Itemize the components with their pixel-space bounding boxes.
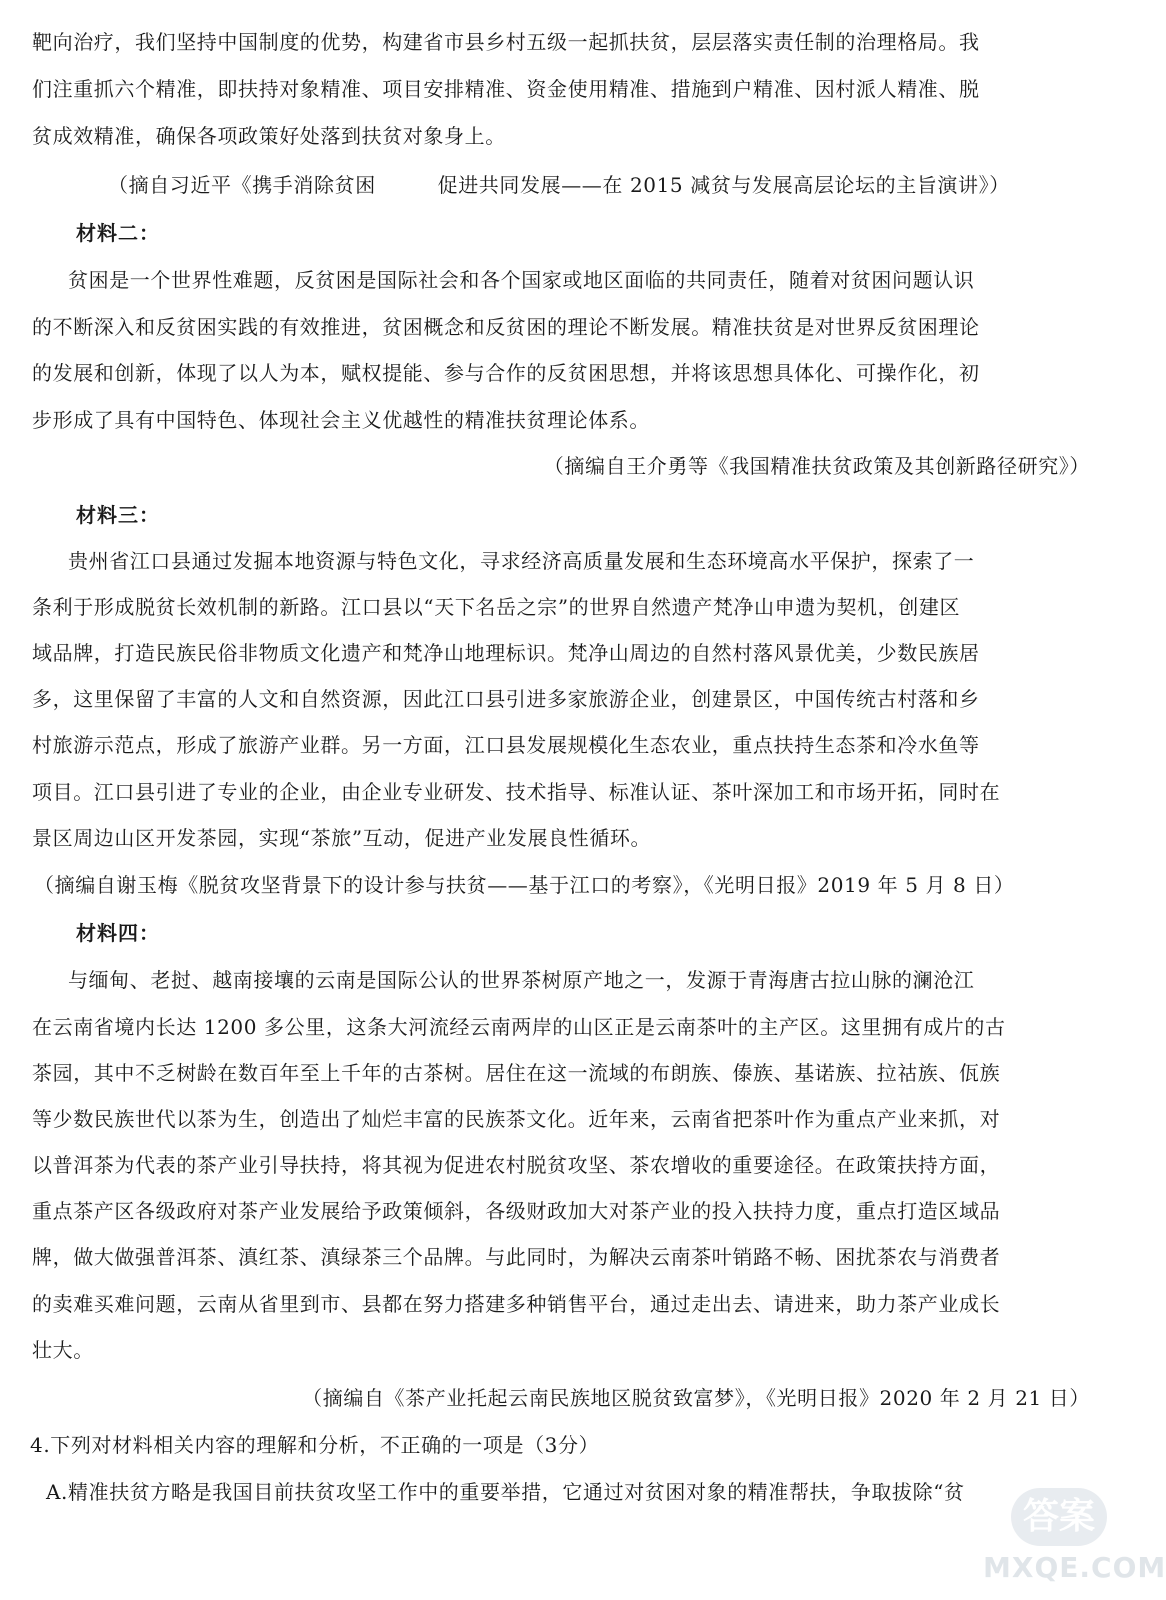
source-citation: （摘编自谢玉梅《脱贫攻坚背景下的设计参与扶贫——基于江口的考察》，《光明日报》2019 年 5 月 8 日） (34, 873, 1015, 897)
body-line: 等少数民族世代以茶为生，创造出了灿烂丰富的民族茶文化。近年来，云南省把茶叶作为重点产业来抓，对 (32, 1107, 1001, 1131)
body-line: 景区周边山区开发茶园，实现“茶旅”互动，促进产业发展良性循环。 (32, 826, 652, 850)
body-line: 条利于形成脱贫长效机制的新路。江口县以“天下名岳之宗”的世界自然遗产梵净山申遗为契机，创建区 (32, 595, 961, 619)
body-line: 重点茶产区各级政府对茶产业发展给予政策倾斜，各级财政加大对茶产业的投入扶持力度，重点打造区域品 (32, 1199, 1001, 1223)
body-line: 靶向治疗，我们坚持中国制度的优势，构建省市县乡村五级一起抓扶贫，层层落实责任制的治理格局。我 (32, 30, 980, 54)
body-line: 项目。江口县引进了专业的企业，由企业专业研发、技术指导、标准认证、茶叶深加工和市场开拓，同时在 (32, 780, 1001, 804)
section-heading: 材料三： (76, 503, 160, 527)
body-line: 村旅游示范点，形成了旅游产业群。另一方面，江口县发展规模化生态农业，重点扶持生态茶和冷水鱼等 (32, 733, 980, 757)
body-line: 的不断深入和反贫困实践的有效推进，贫困概念和反贫困的理论不断发展。精准扶贫是对世界反贫困理论 (32, 315, 980, 339)
body-line: 与缅甸、老挝、越南接壤的云南是国际公认的世界茶树原产地之一，发源于青海唐古拉山脉的澜沧江 (68, 968, 975, 992)
body-line: 的发展和创新，体现了以人为本，赋权提能、参与合作的反贫困思想，并将该思想具体化、可操作化，初 (32, 361, 980, 385)
body-line: 们注重抓六个精准，即扶持对象精准、项目安排精准、资金使用精准、措施到户精准、因村派人精准、脱 (32, 77, 980, 101)
body-line: 贫成效精准，确保各项政策好处落到扶贫对象身上。 (32, 124, 506, 148)
watermark-logo (983, 1488, 1166, 1584)
body-line: 牌，做大做强普洱茶、滇红茶、滇绿茶三个品牌。与此同时，为解决云南茶叶销路不畅、困扰茶农与消费者 (32, 1245, 1001, 1269)
option-a: A.精准扶贫方略是我国目前扶贫攻坚工作中的重要举措，它通过对贫困对象的精准帮扶，争取拔除“贫 (46, 1480, 965, 1504)
source-citation: （摘编自《茶产业托起云南民族地区脱贫致富梦》，《光明日报》2020 年 2 月 21 日） (302, 1386, 1090, 1410)
body-line: 壮大。 (32, 1338, 94, 1362)
section-heading: 材料二： (76, 221, 160, 245)
body-line: 贫困是一个世界性难题，反贫困是国际社会和各个国家或地区面临的共同责任，随着对贫困问题认识 (68, 268, 975, 292)
body-line: 步形成了具有中国特色、体现社会主义优越性的精准扶贫理论体系。 (32, 408, 650, 432)
body-line: 在云南省境内长达 1200 多公里，这条大河流经云南两岸的山区正是云南茶叶的主产区。这里拥有成片的古 (32, 1015, 1006, 1039)
body-line: 的卖难买难问题，云南从省里到市、县都在努力搭建多种销售平台，通过走出去、请进来，助力茶产业成长 (32, 1292, 1001, 1316)
source-citation: （摘编自王介勇等《我国精准扶贫政策及其创新路径研究》） (543, 454, 1090, 478)
section-heading: 材料四： (76, 921, 160, 945)
body-line: 以普洱茶为代表的茶产业引导扶持，将其视为促进农村脱贫攻坚、茶农增收的重要途径。在政策扶持方面， (32, 1153, 1001, 1177)
watermark-badge: 答案 (1011, 1488, 1107, 1546)
body-line: 茶园，其中不乏树龄在数百年至上千年的古茶树。居住在这一流域的布朗族、傣族、基诺族、拉祜族、佤族 (32, 1061, 1001, 1085)
source-citation: （摘自习近平《携手消除贫困 促进共同发展——在 2015 减贫与发展高层论坛的主旨演讲》） (108, 173, 1010, 197)
body-line: 多，这里保留了丰富的人文和自然资源，因此江口县引进多家旅游企业，创建景区，中国传统古村落和乡 (32, 687, 980, 711)
body-line: 贵州省江口县通过发掘本地资源与特色文化，寻求经济高质量发展和生态环境高水平保护，探索了一 (68, 549, 975, 573)
watermark-text: MXQE.COM (983, 1551, 1166, 1584)
body-line: 域品牌，打造民族民俗非物质文化遗产和梵净山地理标识。梵净山周边的自然村落风景优美，少数民族居 (32, 641, 980, 665)
question-4: 4.下列对材料相关内容的理解和分析，不正确的一项是（3分） (30, 1433, 600, 1457)
